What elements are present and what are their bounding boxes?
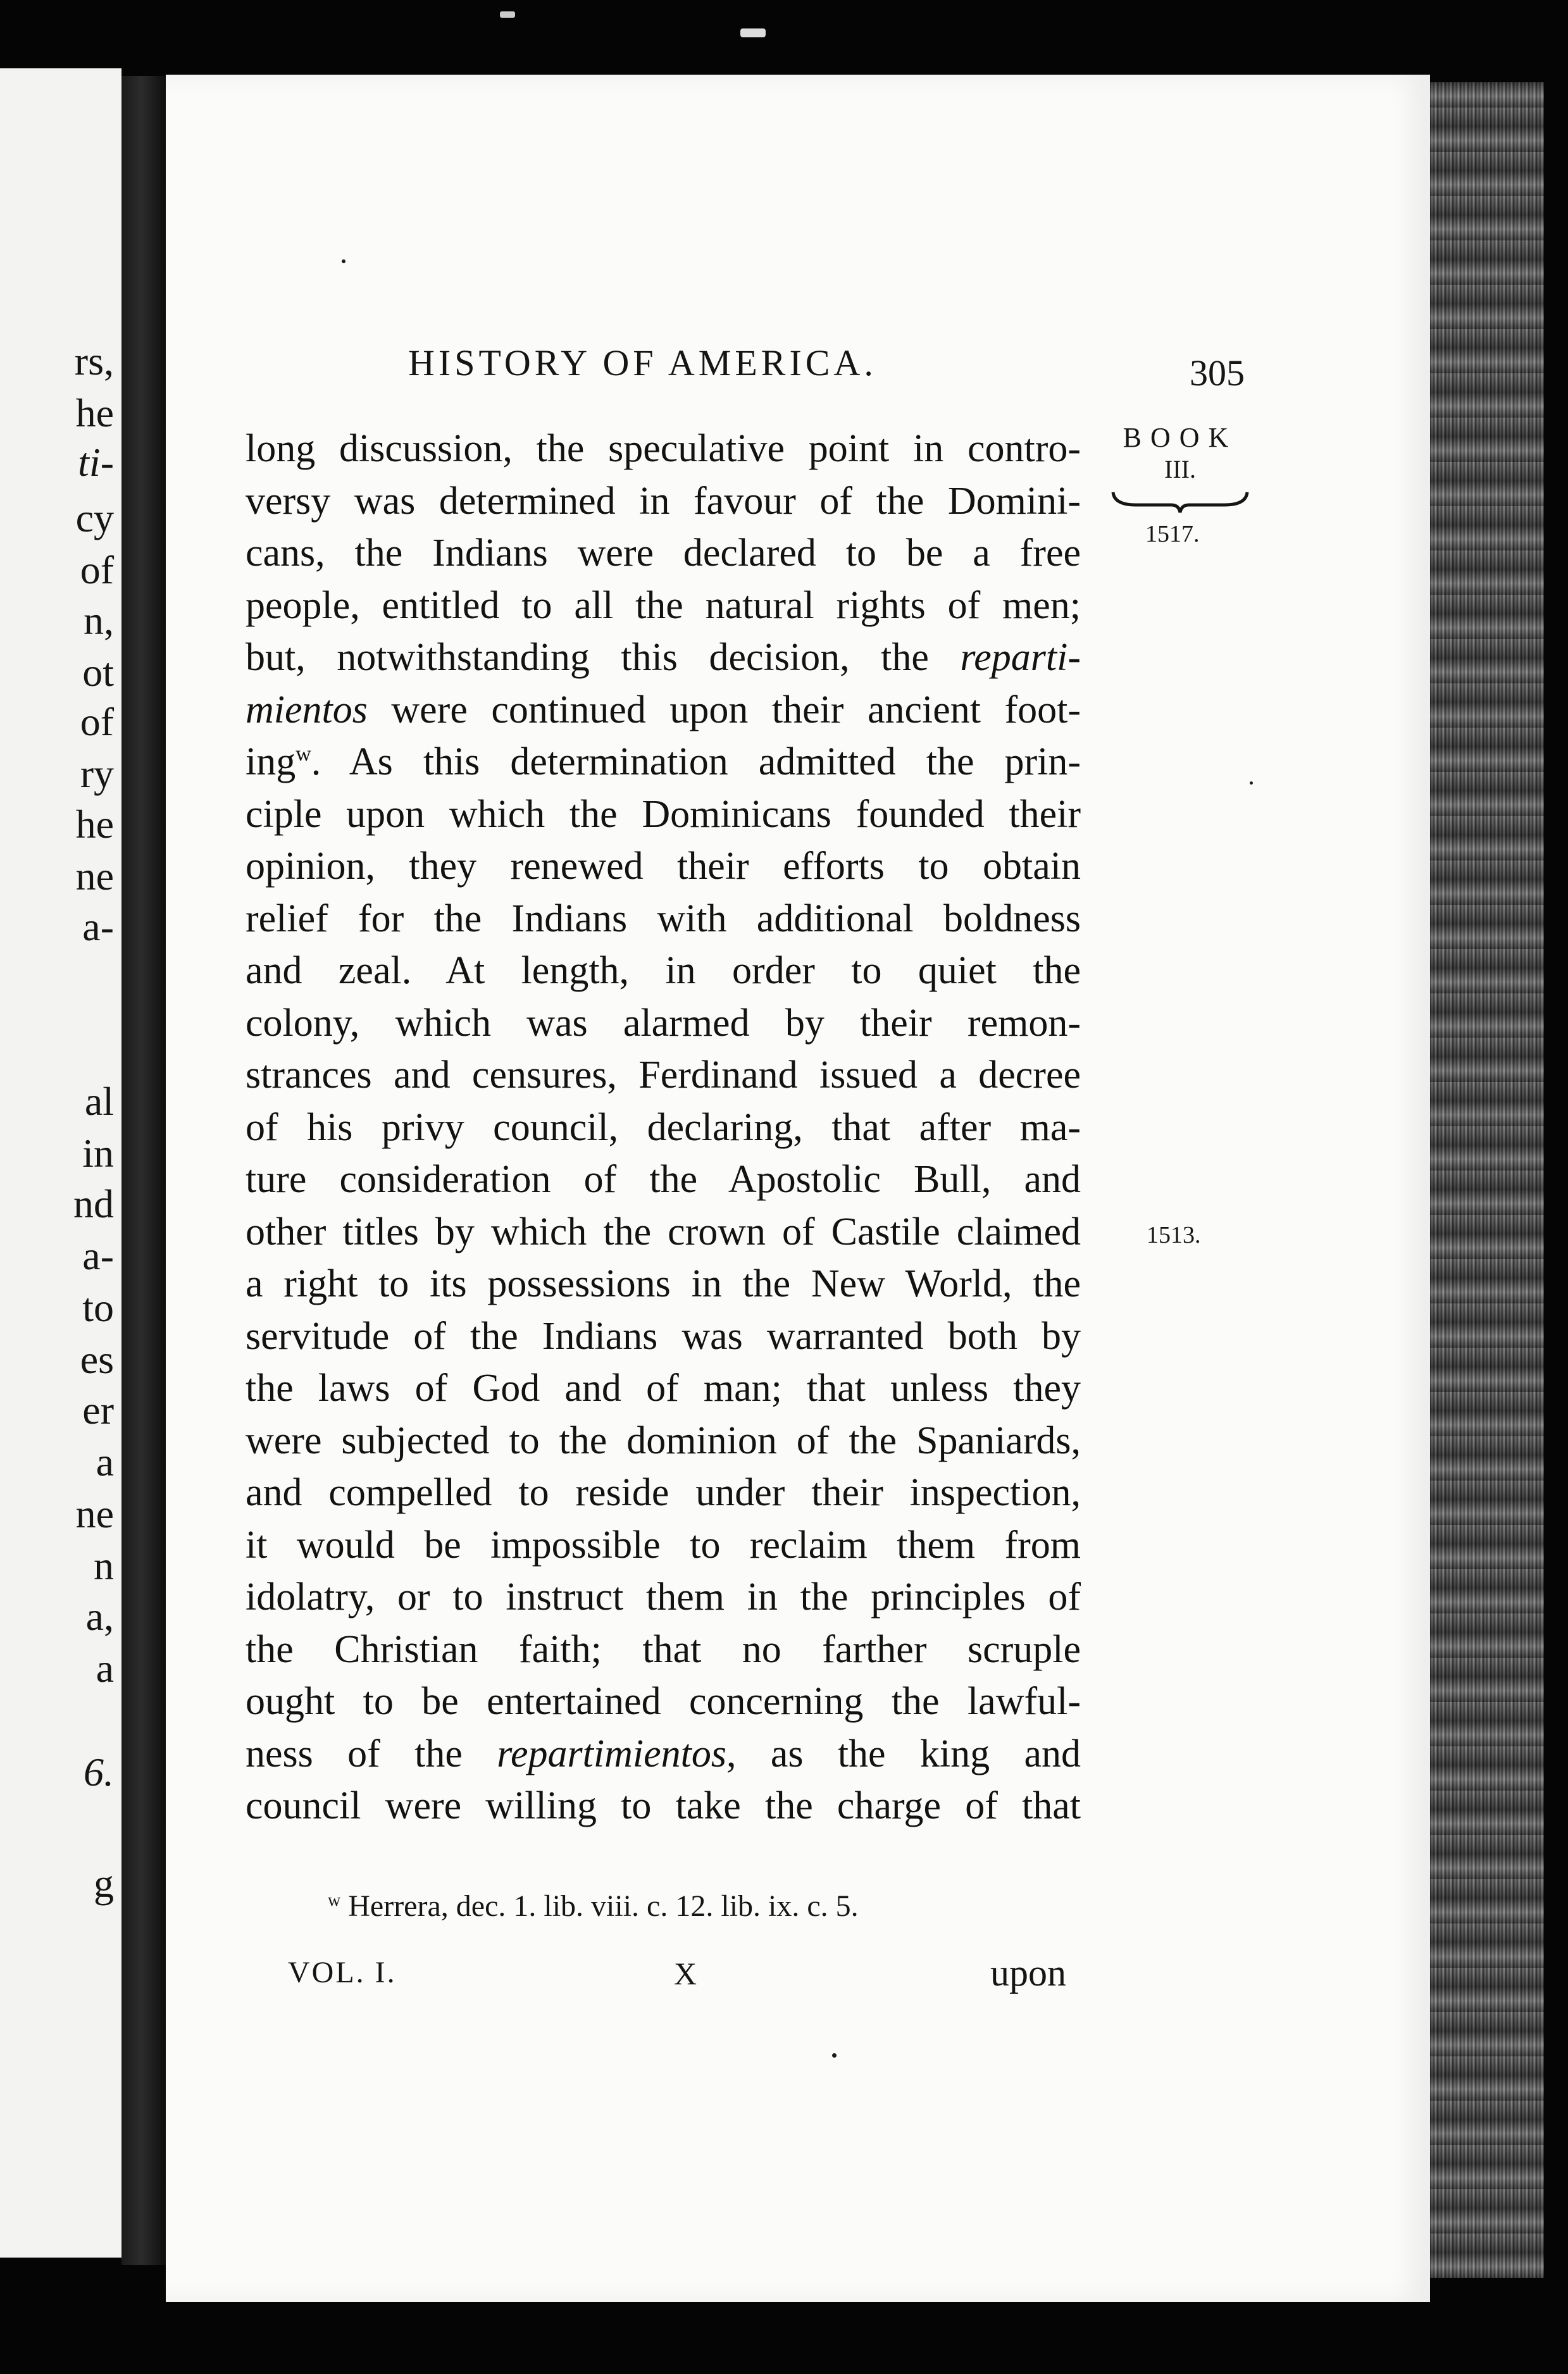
body-text-run: , as the king and [726,1732,1081,1775]
body-line [246,1728,1081,1781]
body-text-run: long discussion, the speculative point in contro- [246,427,1081,470]
body-text-run: cans, the Indians were declared to be a free [246,531,1081,575]
body-line [246,840,1081,893]
facing-page-fragment [0,68,121,2258]
italic-term: repartimientos [497,1732,726,1775]
body-line [246,945,1081,997]
body-text-run: ture consideration of the Apostolic Bull, and [246,1158,1081,1201]
body-text-run: strances and censures, Ferdinand issued a decree [246,1053,1081,1097]
body-text-run: versy was determined in favour of the Domini- [246,479,1081,523]
body-text [246,423,1081,1832]
facing-page-text-fragment: al [84,1079,114,1124]
facing-page-text-fragment: cy [75,495,114,540]
facing-page-text-fragment: a, [85,1594,114,1639]
body-text-run: and compelled to reside under their inspection, [246,1471,1081,1514]
running-head: HISTORY OF AMERICA. [408,342,877,383]
body-text-run: it would be impossible to reclaim them from [246,1523,1081,1567]
footnote-text: Herrera, dec. 1. lib. viii. c. 12. lib. ix. c. 5. [348,1889,859,1923]
body-text-run: were subjected to the dominion of the Spaniards, [246,1419,1081,1462]
body-text-run: . As this determination admitted the prin- [311,740,1081,783]
body-text-run: relief for the Indians with additional boldness [246,897,1081,940]
body-text-run: opinion, they renewed their efforts to obtain [246,845,1081,888]
body-text-run: the Christian faith; that no farther scruple [246,1627,1081,1671]
facing-page-text-fragment: to [82,1285,114,1330]
body-text-run: ness of the [246,1732,497,1775]
body-line [246,1467,1081,1519]
facing-page-text-fragment: a- [82,904,114,949]
body-line [246,1258,1081,1310]
body-text-run: ciple upon which the Dominicans founded their [246,792,1081,836]
body-text-run: other titles by which the crown of Castile claimed [246,1210,1081,1253]
body-line [246,631,1081,684]
signature-mark: VOL. I. [288,1956,397,1989]
facing-page-text-fragment: ot [82,650,114,695]
body-line [246,1415,1081,1467]
body-line [246,1049,1081,1102]
facing-page-text-fragment: g [94,1861,114,1906]
facing-page-text-fragment: nd [73,1181,114,1226]
body-line [246,684,1081,736]
margin-book-number: III. [1164,455,1196,483]
body-text-run: but, notwithstanding this decision, the [246,636,961,679]
body-line [246,788,1081,841]
facing-page-text-fragment: he [75,390,114,435]
facing-page-text-fragment: of [80,699,114,744]
body-line [246,997,1081,1050]
body-line [246,1571,1081,1624]
body-text-run: and zeal. At length, in order to quiet the [246,949,1081,992]
footnote-reference: w [296,742,311,766]
facing-page-text-fragment: he [75,802,114,847]
body-line [246,1780,1081,1832]
body-text-run: a right to its possessions in the New World, the [246,1262,1081,1305]
body-line [246,1310,1081,1363]
body-text-run: the laws of God and of man; that unless they [246,1367,1081,1410]
ink-speck [832,2053,837,2058]
facing-page-text-fragment: ry [80,751,114,796]
body-text-run: ing [246,740,296,783]
facing-page-text-fragment: of [80,547,114,592]
page-number: 305 [1190,352,1245,394]
footnote [328,1889,859,1923]
body-line [246,893,1081,945]
facing-page-text-fragment: ne [75,1491,114,1536]
body-text-run: council were willing to take the charge of that [246,1784,1081,1827]
facing-page-text-fragment: a [96,1646,114,1691]
body-line [246,1362,1081,1415]
margin-year-top: 1517. [1145,521,1200,547]
facing-page-text-fragment: a [96,1439,114,1484]
ink-speck [740,28,766,37]
body-line [246,1206,1081,1258]
catchword: upon [990,1952,1066,1994]
margin-year-mid: 1513. [1147,1222,1201,1248]
body-text-run: were continued upon their ancient foot- [367,688,1081,731]
facing-page-text-fragment: n, [84,598,114,643]
facing-page-text-fragment: ne [75,854,114,898]
italic-term: mientos [246,688,368,731]
body-line [246,1153,1081,1206]
margin-book-label: BOOK [1123,422,1238,453]
body-text-run: people, entitled to all the natural rights of men; [246,583,1081,627]
facing-page-text-fragment: a- [82,1233,114,1278]
ink-speck [342,259,345,263]
body-text-run: ought to be entertained concerning the lawful- [246,1680,1081,1723]
body-text-run: idolatry, or to instruct them in the principles of [246,1575,1081,1619]
facing-page-text-fragment: ti- [78,440,114,485]
gathering-mark: X [674,1956,697,1991]
body-line [246,736,1081,788]
body-line [246,527,1081,580]
ink-speck [1250,781,1253,785]
facing-page-text-fragment: rs, [74,339,114,383]
facing-page-text-fragment: in [82,1131,114,1176]
italic-term: reparti- [960,636,1081,679]
facing-page-text-fragment: es [80,1337,114,1382]
ink-speck [500,11,515,18]
body-line [246,1624,1081,1676]
body-line [246,475,1081,528]
body-text-run: servitude of the Indians was warranted both by [246,1314,1081,1358]
footnote-marker: w [328,1891,341,1910]
body-line [246,1102,1081,1154]
body-line [246,1675,1081,1728]
facing-page-text-fragment: n [94,1543,114,1588]
body-line [246,1519,1081,1572]
curly-brace-ornament [1111,488,1250,514]
body-text-run: of his privy council, declaring, that after ma- [246,1105,1081,1149]
book-gutter [121,76,166,2265]
body-line [246,580,1081,632]
body-line [246,423,1081,475]
body-text-run: colony, which was alarmed by their remon- [246,1001,1081,1045]
page-fore-edge-shade [1430,82,1544,2278]
facing-page-text-fragment: er [82,1388,114,1432]
facing-page-text-fragment: 6. [84,1749,114,1794]
